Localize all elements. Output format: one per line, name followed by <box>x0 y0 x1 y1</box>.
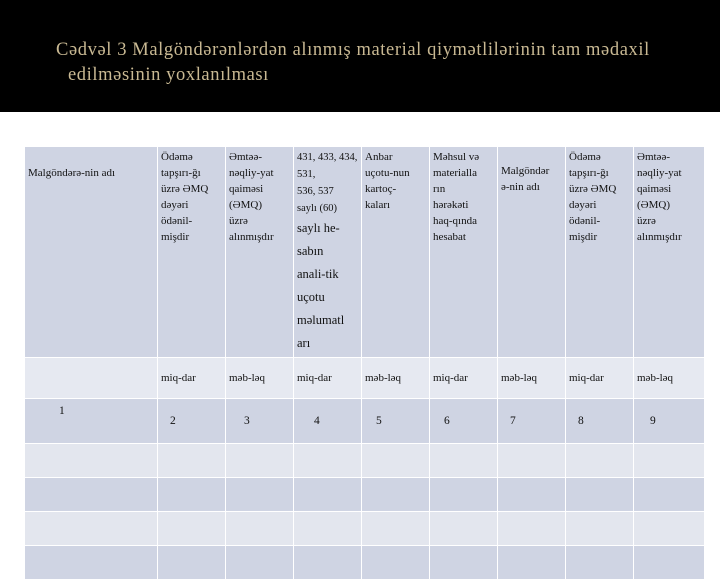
title-band <box>0 0 720 112</box>
unit-cell: məb-ləq <box>362 358 430 399</box>
empty-cell[interactable] <box>566 512 634 546</box>
header-warehouse-cards: Anbar uçotu-nun kartoç- kaları <box>362 147 430 358</box>
empty-cell[interactable] <box>362 546 430 580</box>
empty-cell[interactable] <box>498 546 566 580</box>
empty-cell[interactable] <box>430 444 498 478</box>
empty-cell[interactable] <box>226 444 294 478</box>
empty-cell[interactable] <box>566 444 634 478</box>
column-number: 5 <box>362 399 430 444</box>
empty-row <box>25 444 705 478</box>
column-number: 9 <box>634 399 705 444</box>
empty-cell[interactable] <box>634 478 705 512</box>
column-number-row <box>25 399 705 444</box>
empty-cell[interactable] <box>498 512 566 546</box>
unit-cell: miq-dar <box>430 358 498 399</box>
empty-cell[interactable] <box>362 444 430 478</box>
unit-cell <box>25 358 158 399</box>
empty-cell[interactable] <box>566 546 634 580</box>
unit-cell: miq-dar <box>158 358 226 399</box>
column-number: 6 <box>430 399 498 444</box>
empty-cell[interactable] <box>158 444 226 478</box>
empty-cell[interactable] <box>294 512 362 546</box>
empty-cell[interactable] <box>25 546 158 580</box>
header-payment-order-2: Ödəmə tapşırı-ğı üzrə ƏMQ dəyəri ödənil- mişdir <box>566 147 634 358</box>
unit-cell: məb-ləq <box>634 358 705 399</box>
empty-cell[interactable] <box>25 478 158 512</box>
empty-cell[interactable] <box>294 444 362 478</box>
empty-cell[interactable] <box>294 546 362 580</box>
empty-cell[interactable] <box>226 478 294 512</box>
empty-cell[interactable] <box>226 546 294 580</box>
empty-row <box>25 512 705 546</box>
slide-title <box>56 38 706 88</box>
empty-cell[interactable] <box>634 512 705 546</box>
empty-cell[interactable] <box>25 512 158 546</box>
empty-cell[interactable] <box>294 478 362 512</box>
header-movement-report: Məhsul və materialla rın hərəkəti haq-qında hesabat <box>430 147 498 358</box>
unit-cell: miq-dar <box>294 358 362 399</box>
empty-row <box>25 478 705 512</box>
empty-cell[interactable] <box>158 512 226 546</box>
empty-cell[interactable] <box>158 546 226 580</box>
column-number: 2 <box>158 399 226 444</box>
header-row <box>25 147 705 358</box>
header-analytic-accounts: 431, 433, 434, 531, 536, 537 saylı (60) saylı he- sabın anali-tik uçotu məlumatl arı <box>294 147 362 358</box>
empty-cell[interactable] <box>498 444 566 478</box>
units-row <box>25 358 705 399</box>
column-number: 7 <box>498 399 566 444</box>
verification-table <box>24 146 705 580</box>
header-supplier-name-2: Malgöndər ə-nin adı <box>498 147 566 358</box>
empty-cell[interactable] <box>226 512 294 546</box>
column-number: 3 <box>226 399 294 444</box>
title-line-1: Cədvəl 3 Malgöndərənlərdən alınmış material qiymətlilərinin tam mədaxil <box>56 40 650 60</box>
header-waybill-2: Əmtəə- nəqliy-yat qaiməsi (ƏMQ) üzrə alınmışdır <box>634 147 705 358</box>
empty-cell[interactable] <box>634 444 705 478</box>
empty-row <box>25 546 705 580</box>
empty-cell[interactable] <box>498 478 566 512</box>
header-payment-order: Ödəmə tapşırı-ğı üzrə ƏMQ dəyəri ödənil- mişdir <box>158 147 226 358</box>
empty-cell[interactable] <box>634 546 705 580</box>
unit-cell: miq-dar <box>566 358 634 399</box>
header-supplier-name: Malgöndərə-nin adı <box>25 147 158 358</box>
column-number: 1 <box>25 399 158 444</box>
empty-cell[interactable] <box>25 444 158 478</box>
unit-cell: məb-ləq <box>226 358 294 399</box>
header-waybill: Əmtəə- nəqliy-yat qaiməsi (ƏMQ) üzrə alınmışdır <box>226 147 294 358</box>
empty-cell[interactable] <box>362 478 430 512</box>
empty-cell[interactable] <box>158 478 226 512</box>
empty-cell[interactable] <box>430 512 498 546</box>
column-number: 8 <box>566 399 634 444</box>
empty-cell[interactable] <box>430 478 498 512</box>
empty-cell[interactable] <box>362 512 430 546</box>
empty-cell[interactable] <box>430 546 498 580</box>
title-line-2: edilməsinin yoxlanılması <box>68 65 269 85</box>
empty-cell[interactable] <box>566 478 634 512</box>
column-number: 4 <box>294 399 362 444</box>
unit-cell: məb-ləq <box>498 358 566 399</box>
